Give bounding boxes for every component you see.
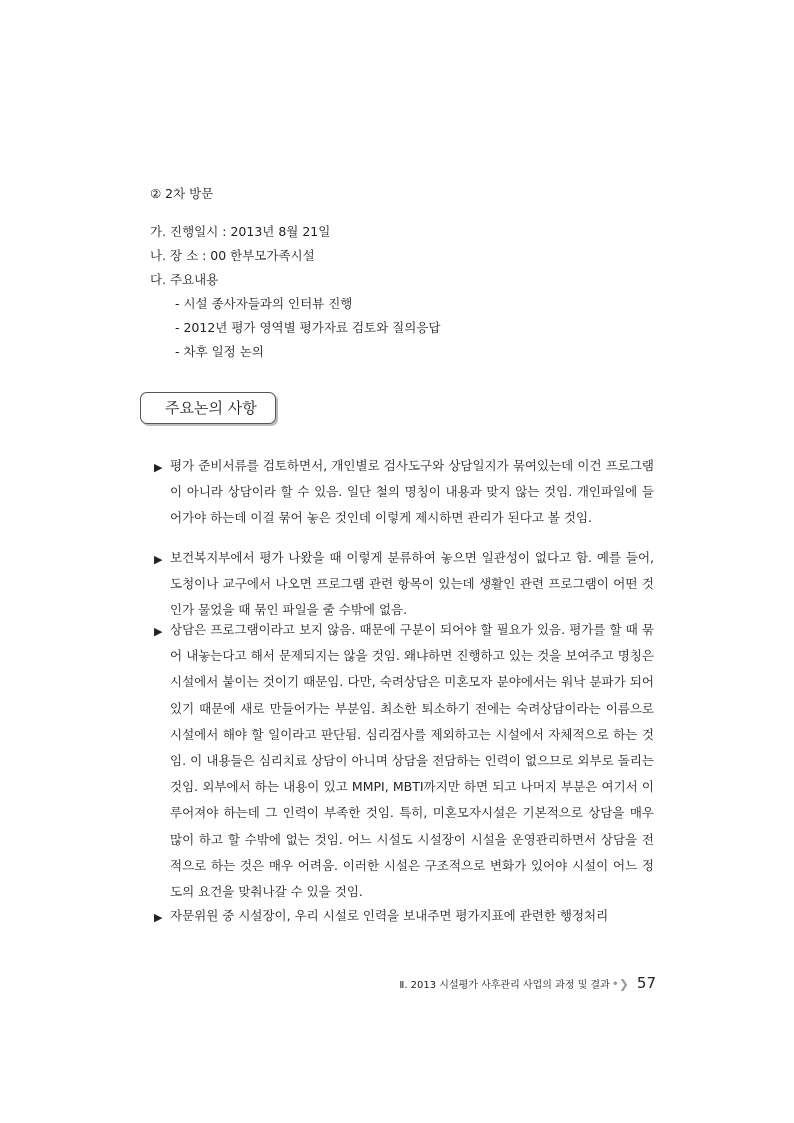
- discussion-item: [154, 908, 654, 929]
- footer-chapter: Ⅱ. 2013 시설평가 사후관리 사업의 과정 및 결과: [399, 980, 610, 991]
- chevron-right-icon: •❯: [611, 977, 629, 991]
- section-title-box: [140, 392, 276, 424]
- page-footer: [399, 975, 656, 994]
- visit-item: - 2012년 평가 영역별 평가자료 검토와 질의응답: [175, 320, 441, 335]
- visit-place: 나. 장 소 : 00 한부모가족시설: [150, 248, 315, 263]
- discussion-text: 상담은 프로그램이라고 보지 않음. 때문에 구분이 되어야 할 필요가 있음. 평가를 할 때 묶어 내놓는다고 해서 문제되지는 않을 것임. 왜냐하면 진행하고 있는 것을 보여주고 명칭은 시설에서 붙이는 것이기 때문임. 다만, 숙려상담은 미혼모자 분야에서는 워낙 분파가 되어 있기 때문에 새로 만들어가는 부분임. 최소한 퇴소하기 전에는 숙려상담이라는 이름으로 시설에서 해야 할 일이라고 판단됨. 심리검사를 제외하고는 시설에서 자체적으로 하는 것임. 이 내용들은 심리치료 상담이 아니며 상담을 전담하는 인력이 없으므로 외부로 돌리는 것임. 외부에서 하는 내용이 있고 MMPI, MBTI까지만 하면 되고 나머지 부분은 여기서 이루어져야 하는데 그 인력이 부족한 것임. 특히, 미혼모자시설은 기본적으로 상담을 매우 많이 하고 할 수밖에 없는 것임. 어느 시설도 시설장이 시설을 운영관리하면서 상담을 전적으로 하는 것은 매우 어려움. 이러한 시설은 구조적으로 변화가 있어야 시설이 어느 정도의 요건을 맞춰나갈 수 있을 것임.: [170, 622, 654, 900]
- bullet-marker: ▶: [154, 625, 163, 638]
- discussion-item: [154, 550, 654, 624]
- discussion-text: 평가 준비서류를 검토하면서, 개인별로 검사도구와 상담일지가 묶여있는데 이건 프로그램이 아니라 상담이라 할 수 있음. 일단 철의 명칭이 내용과 맞지 않는 것임. 개인파일에 들어가야 하는데 이걸 묶어 놓은 것인데 이렇게 제시하면 관리가 된다고 볼 것임.: [170, 458, 654, 526]
- visit-heading: ② 2차 방문: [150, 186, 214, 201]
- discussion-text: 보건복지부에서 평가 나왔을 때 이렇게 분류하여 놓으면 일관성이 없다고 함. 예를 들어, 도청이나 교구에서 나오면 프로그램 관련 항목이 있는데 생활인 관련 프로그램이 어떤 것인가 물었을 때 묶인 파일을 줄 수밖에 없음.: [170, 550, 654, 618]
- discussion-text: 자문위원 중 시설장이, 우리 시설로 인력을 보내주면 평가지표에 관련한 행정처리: [170, 908, 609, 923]
- visit-date: 가. 진행일시 : 2013년 8월 21일: [150, 224, 331, 239]
- section-title: 주요논의 사항: [165, 399, 257, 417]
- discussion-item: [154, 458, 654, 532]
- visit-content-heading: 다. 주요내용: [150, 272, 219, 287]
- bullet-marker: ▶: [154, 553, 163, 566]
- bullet-marker: ▶: [154, 911, 163, 924]
- page-number: 57: [636, 974, 656, 992]
- bullet-marker: ▶: [154, 461, 163, 474]
- visit-item: - 차후 일정 논의: [175, 344, 264, 359]
- discussion-item: [154, 622, 654, 905]
- visit-item: - 시설 종사자들과의 인터뷰 진행: [175, 296, 353, 311]
